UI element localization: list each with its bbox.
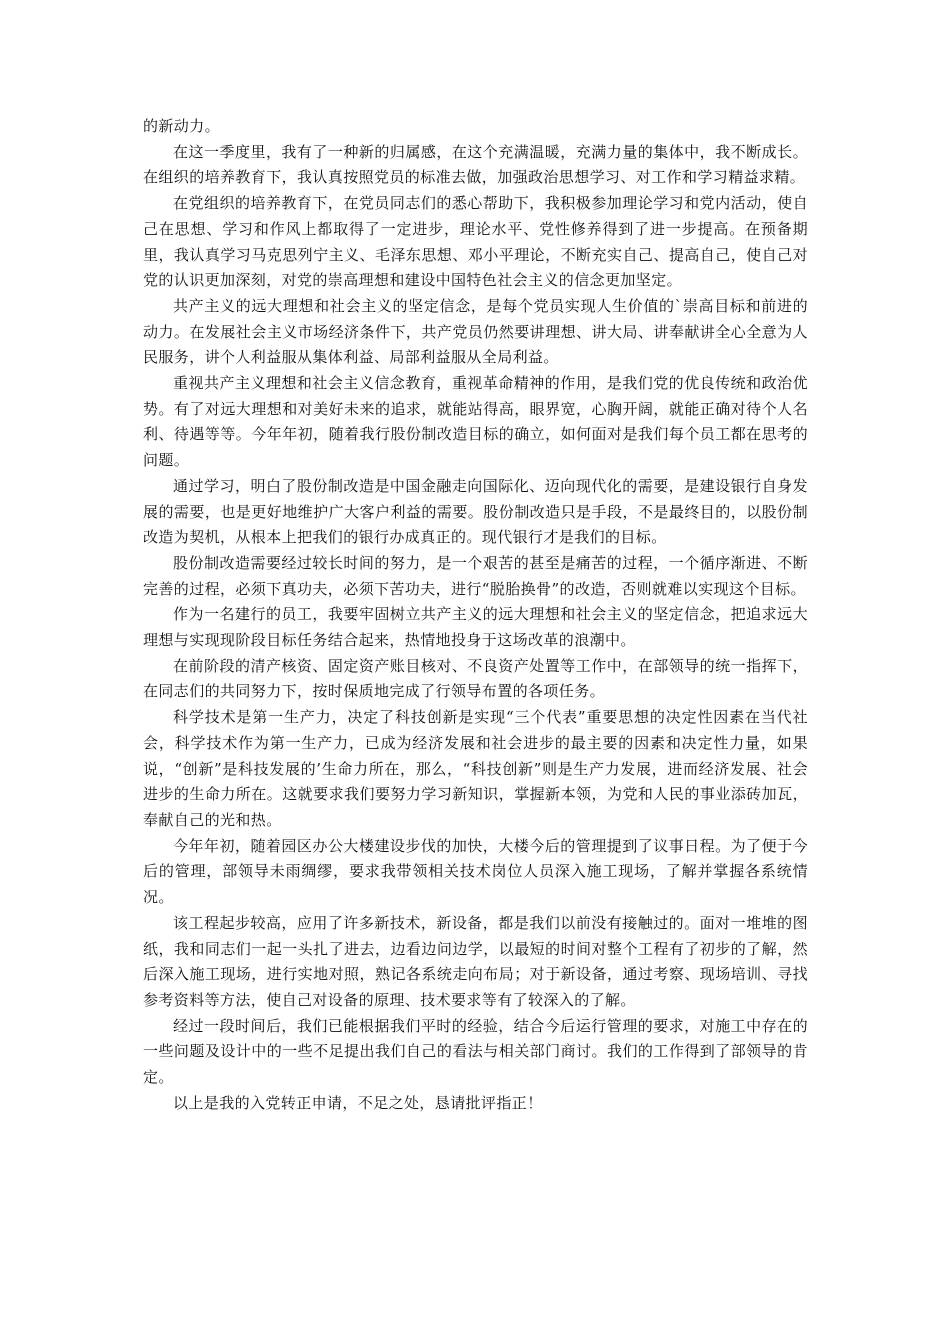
- paragraph-9: 在前阶段的清产核资、固定资产账目核对、不良资产处置等工作中，在部领导的统一指挥下，在同志们的共同努力下，按时保质地完成了行领导布置的各项任务。: [143, 656, 808, 701]
- paragraph-2: 在这一季度里，我有了一种新的归属感，在这个充满温暖，充满力量的集体中，我不断成长。在组织的培养教育下，我认真按照党员的标准去做，加强政治思想学习、对工作和学习精益求精。: [143, 142, 808, 187]
- paragraph-10: 科学技术是第一生产力，决定了科技创新是实现“三个代表”重要思想的决定性因素在当代社会，科学技术作为第一生产力，已成为经济发展和社会进步的最主要的因素和决定性力量，如果说，“创新”是科技发展的’生命力所在，那么，“科技创新”则是生产力发展，进而经济发展、社会进步的生命力所在。这就要求我们要努力学习新知识，掌握新本领，为党和人民的事业添砖加瓦，奉献自己的光和热。: [143, 708, 808, 829]
- paragraph-12: 该工程起步较高，应用了许多新技术，新设备，都是我们以前没有接触过的。面对一堆堆的图纸，我和同志们一起一头扎了进去，边看边问边学，以最短的时间对整个工程有了初步的了解，然后深入施工现场，进行实地对照，熟记各系统走向布局；对于新设备，通过考察、现场培训、寻找参考资料等方法，使自己对设备的原理、技术要求等有了较深入的了解。: [143, 913, 808, 1009]
- paragraph-3: 在党组织的培养教育下，在党员同志们的悉心帮助下，我积极参加理论学习和党内活动，使自己在思想、学习和作风上都取得了一定进步，理论水平、党性修养得到了进一步提高。在预备期里，我认真学习马克思列宁主义、毛泽东思想、邓小平理论，不断充实自己、提高自己，使自己对党的认识更加深刻，对党的崇高理想和建设中国特色社会主义的信念更加坚定。: [143, 194, 808, 290]
- paragraph-4: 共产主义的远大理想和社会主义的坚定信念，是每个党员实现人生价值的`崇高目标和前进的动力。在发展社会主义市场经济条件下，共产党员仍然要讲理想、讲大局、讲奉献讲全心全意为人民服务，讲个人利益服从集体利益、局部利益服从全局利益。: [143, 296, 808, 367]
- paragraph-14: 以上是我的入党转正申请，不足之处，恳请批评指正！: [173, 1093, 543, 1112]
- paragraph-13: 经过一段时间后，我们已能根据我们平时的经验，结合今后运行管理的要求，对施工中存在的一些问题及设计中的一些不足提出我们自己的看法与相关部门商讨。我们的工作得到了部领导的肯定。: [143, 1016, 808, 1087]
- document-body: [143, 114, 808, 1116]
- paragraph-7: 股份制改造需要经过较长时间的努力，是一个艰苦的甚至是痛苦的过程，一个循序渐进、不断完善的过程，必须下真功夫，必须下苦功夫，进行“脱胎换骨”的改造，否则就难以实现这个目标。: [143, 553, 808, 598]
- paragraph-1: 的新动力。: [143, 117, 221, 135]
- paragraph-6: 通过学习，明白了股份制改造是中国金融走向国际化、迈向现代化的需要，是建设银行自身发展的需要，也是更好地维护广大客户利益的需要。股份制改造只是手段，不是最终目的，以股份制改造为契机，从根本上把我们的银行办成真正的。现代银行才是我们的目标。: [143, 476, 808, 547]
- paragraph-5: 重视共产主义理想和社会主义信念教育，重视革命精神的作用，是我们党的优良传统和政治优势。有了对远大理想和对美好未来的追求，就能站得高，眼界宽，心胸开阔，就能正确对待个人名利、待遇等等。今年年初，随着我行股份制改造目标的确立，如何面对是我们每个员工都在思考的问题。: [143, 374, 808, 470]
- paragraph-11: 今年年初，随着园区办公大楼建设步伐的加快，大楼今后的管理提到了议事日程。为了便于今后的管理，部领导未雨绸缪，要求我带领相关技术岗位人员深入施工现场，了解并掌握各系统情况。: [143, 836, 808, 907]
- paragraph-8: 作为一名建行的员工，我要牢固树立共产主义的远大理想和社会主义的坚定信念，把追求远大理想与实现现阶段目标任务结合起来，热情地投身于这场改革的浪潮中。: [143, 605, 808, 650]
